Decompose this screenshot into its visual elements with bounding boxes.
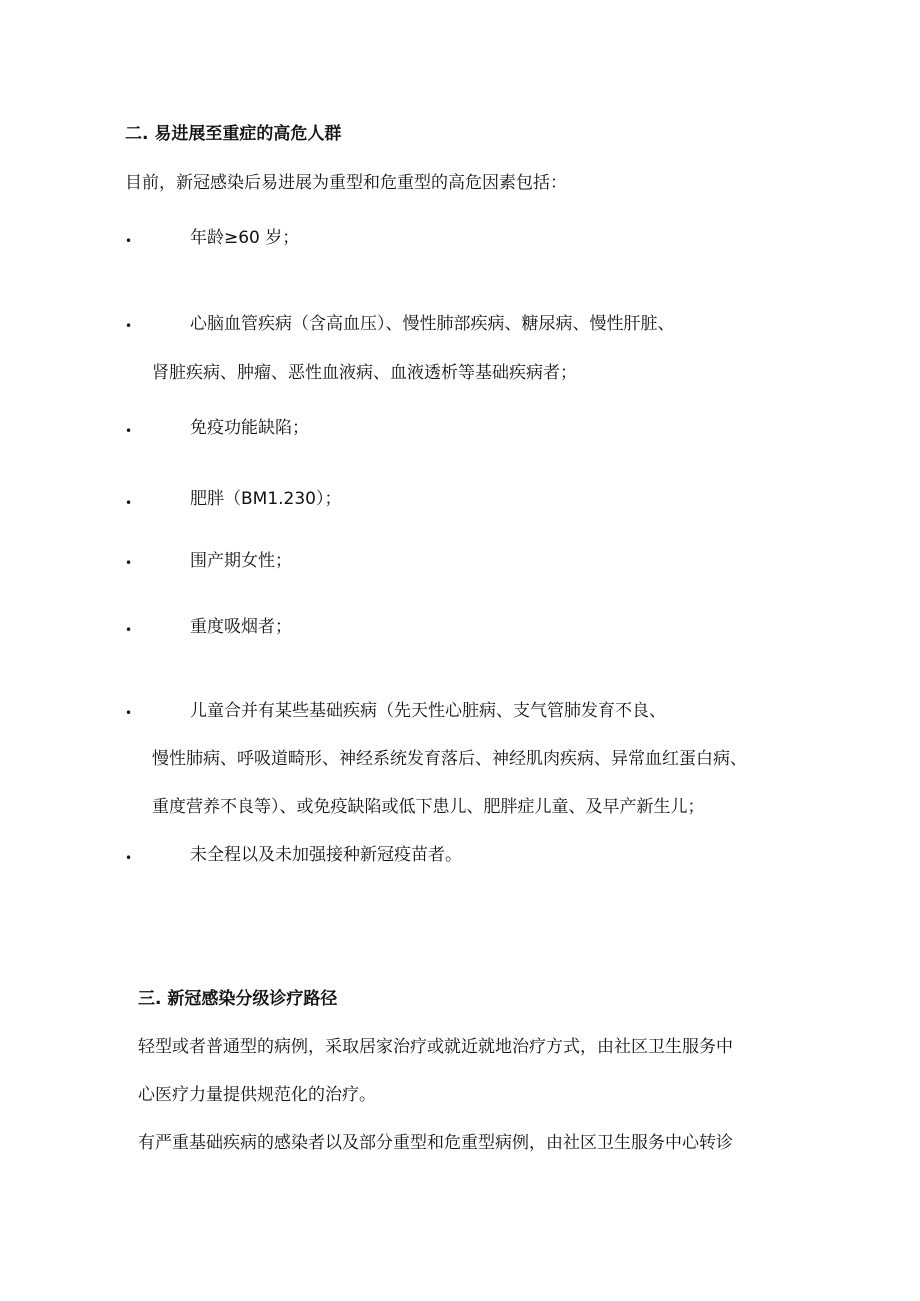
list-item-7-line-3: 重度营养不良等）、或免疫缺陷或低下患儿、肥胖症儿童、及早产新生儿； <box>152 797 705 817</box>
bullet-8: • <box>125 851 133 865</box>
section-3-paragraph-3: 有严重基础疾病的感染者以及部分重型和危重型病例，由社区卫生服务中心转诊 <box>138 1133 733 1153</box>
bullet-3: • <box>125 424 133 438</box>
section-3-paragraph-1: 轻型或者普通型的病例，采取居家治疗或就近就地治疗方式，由社区卫生服务中 <box>138 1037 733 1057</box>
list-item-7-line-2: 慢性肺病、呼吸道畸形、神经系统发育落后、神经肌肉疾病、异常血红蛋白病、 <box>152 749 747 769</box>
section-3-title: 三. 新冠感染分级诊疗路径 <box>138 989 338 1009</box>
list-item-8-line-1: 未全程以及未加强接种新冠疫苗者。 <box>190 845 462 865</box>
bullet-1: • <box>125 234 133 248</box>
list-item-6-line-1: 重度吸烟者； <box>190 617 292 637</box>
section-2-title: 二. 易进展至重症的高危人群 <box>125 124 342 144</box>
bullet-4: • <box>125 496 133 510</box>
list-item-5-line-1: 围产期女性； <box>190 551 292 571</box>
list-item-1-line-1: 年龄≥60 岁； <box>190 228 300 248</box>
list-item-4-line-1: 肥胖（BM1.230）； <box>190 489 342 509</box>
bullet-7: • <box>125 706 133 720</box>
list-item-2-line-2: 肾脏疾病、肿瘤、恶性血液病、血液透析等基础疾病者； <box>152 363 577 383</box>
section-3-paragraph-2: 心医疗力量提供规范化的治疗。 <box>138 1085 376 1105</box>
section-2-intro: 目前，新冠感染后易进展为重型和危重型的高危因素包括： <box>125 173 567 193</box>
list-item-2-line-1: 心脑血管疾病（含高血压）、慢性肺部疾病、糖尿病、慢性肝脏、 <box>190 314 675 334</box>
bullet-6: • <box>125 623 133 637</box>
list-item-3-line-1: 免疫功能缺陷； <box>190 418 309 438</box>
list-item-7-line-1: 儿童合并有某些基础疾病（先天性心脏病、支气管肺发育不良、 <box>190 701 666 721</box>
bullet-5: • <box>125 556 133 570</box>
bullet-2: • <box>125 319 133 333</box>
